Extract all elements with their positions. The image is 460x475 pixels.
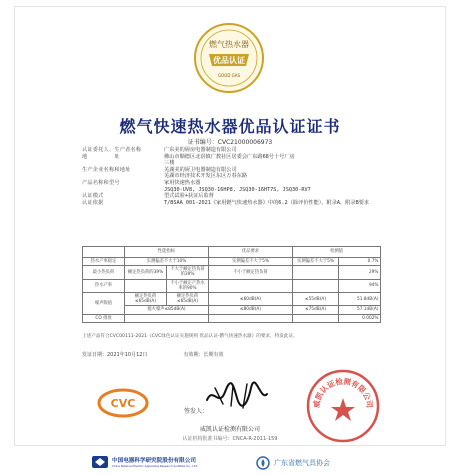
table-cell: 实测偏差不大于5% (209, 258, 293, 266)
field-label: 认证模式 (82, 193, 104, 200)
table-cell: 不大于额定热负荷的39% (167, 266, 209, 279)
issue-date: 发证日期：2021年10月12日 (82, 352, 148, 358)
field-value: 型式试验+获证后监督 (164, 193, 214, 200)
field-label: 认证依据 (82, 199, 104, 206)
field-row (82, 193, 382, 200)
table-cell (209, 314, 293, 322)
table-cell: 熄火噪声≤85dB(A) (125, 306, 209, 314)
badge-bottom-text: GOOD GAS (217, 73, 241, 78)
cvc-logo-text: CVC (110, 397, 136, 410)
table-cell: 热水产率稳定 (83, 258, 125, 266)
cvc-logo-icon (97, 388, 149, 418)
certificate-number: 证书编号：CVC21000006973 (187, 139, 273, 146)
table-cell: 0.002% (339, 314, 381, 322)
table-cell: 实测偏差不大于5% (293, 258, 339, 266)
table-row (83, 314, 381, 322)
field-label: 生产企业名称和地址 (82, 166, 131, 173)
table-row (83, 258, 381, 266)
table-cell: ≤55dB(A) (293, 293, 339, 306)
table-cell: 0.7% (339, 258, 381, 266)
field-value: JSQ30-UV8, JSQ30-16HP8, JSQ30-16HT7S, JSQ30-RV7 (164, 186, 311, 193)
issue-info (82, 351, 382, 358)
table-cell (125, 279, 167, 292)
table-row (83, 306, 381, 314)
footer-left-logo (92, 456, 198, 468)
table-cell: 51.8dB(A) (339, 293, 381, 306)
field-value: 芜湖美的厨卫电器制造有限公司 (164, 166, 237, 173)
table-cell (125, 314, 209, 322)
association-logo-icon (256, 456, 270, 470)
issuing-organization: 威凯认证检测有限公司 (199, 426, 260, 433)
table-cell: 噪声限值 (83, 293, 125, 315)
table-cell: 额定热负荷≤65dB(A) (167, 293, 209, 306)
stamp-text: 威凯认证检测有限公司 (311, 376, 375, 409)
field-label (82, 173, 164, 180)
cei-logo-icon (92, 456, 108, 468)
table-cell: 不小于额定产热水率的90% (167, 279, 209, 292)
field-label: 认证委托人、生产者名称 (82, 147, 142, 153)
badge-top-text: 燃气热水器 (209, 40, 249, 49)
field-label: 地 址 (82, 153, 120, 160)
table-row (83, 293, 381, 306)
field-row (82, 147, 382, 154)
award-badge-icon (193, 22, 265, 94)
field-value: 广东美的厨房电器制造有限公司 (164, 147, 237, 153)
field-value: T/BSAA 001-2021《家用燃气快速热水器》中的6.2（除评价性能），附录A，附录B要求 (164, 199, 370, 206)
accreditation-number: 认证机构批准书编号：CNCA-R-2011-159 (182, 436, 278, 442)
table-cell: 热水产率 (83, 279, 125, 292)
footer-left-en: China National Electric Apparatus Research Institute Co., Ltd. (112, 464, 198, 468)
table-cell: ≤60dB(A) (209, 293, 293, 306)
table-header-cell: 检测值 (293, 247, 381, 258)
table-cell: 不小于额定热负荷 (209, 266, 293, 279)
table-cell: ≤75dB(A) (293, 306, 339, 314)
field-row (82, 160, 382, 167)
table-cell: 额定热负荷≤65dB(A) (125, 293, 167, 306)
validity: 有效期：长期有效 (183, 352, 224, 358)
table-cell (209, 279, 293, 292)
table-cell (293, 279, 339, 292)
table-cell: CO 排放 (83, 314, 125, 322)
table-cell: 实测偏差不大于10% (125, 258, 209, 266)
certificate-fields (82, 147, 382, 206)
table-cell: 额定热负荷的39% (125, 266, 167, 279)
table-row (83, 266, 381, 279)
conformity-statement: 上述产品符合CVC00111-2021《CVC绿色认证实施规则 优品认证-燃气快速热水器》的要求，特发此证。 (82, 334, 298, 339)
table-row (83, 279, 381, 292)
table-cell: 最小热负荷 (83, 266, 125, 279)
footer (0, 450, 460, 475)
table-header-cell: 性能指标 (125, 247, 209, 258)
table-cell: 57.1dB(A) (339, 306, 381, 314)
footer-right-text: 广东省燃气具协会 (274, 459, 330, 467)
field-value: 三楼 (164, 160, 175, 167)
spec-table (82, 246, 381, 323)
field-row (82, 187, 382, 194)
table-header-row (83, 247, 381, 258)
field-label: 产品名称和型号 (82, 179, 120, 186)
signature-icon (203, 378, 271, 412)
table-cell (293, 314, 339, 322)
table-header-cell: 优品要求 (209, 247, 293, 258)
footer-right-logo (256, 456, 330, 470)
table-cell: 94% (339, 279, 381, 292)
field-row (82, 154, 382, 161)
table-cell (293, 266, 339, 279)
table-cell: ≤80dB(A) (209, 306, 293, 314)
table-cell: 29% (339, 266, 381, 279)
badge-mid-text: 优品认证 (213, 56, 245, 65)
field-row (82, 200, 382, 207)
footer-left-cn: 中国电器科学研究院股份有限公司 (112, 458, 196, 464)
signer-label: 签发人： (184, 408, 209, 415)
field-value: 家用快速热水器 (164, 179, 201, 186)
field-label (82, 160, 164, 167)
field-row (82, 173, 382, 180)
field-value: 芜湖市经济技术开发区东区万春东路 (164, 173, 248, 180)
table-header-cell (83, 247, 125, 258)
field-value: 佛山市顺德区北滘镇广教社区居委会广东路68号十号厂房 (164, 153, 295, 160)
field-row (82, 180, 382, 187)
certificate-title: 燃气快速热水器优品认证证书 (119, 117, 341, 136)
